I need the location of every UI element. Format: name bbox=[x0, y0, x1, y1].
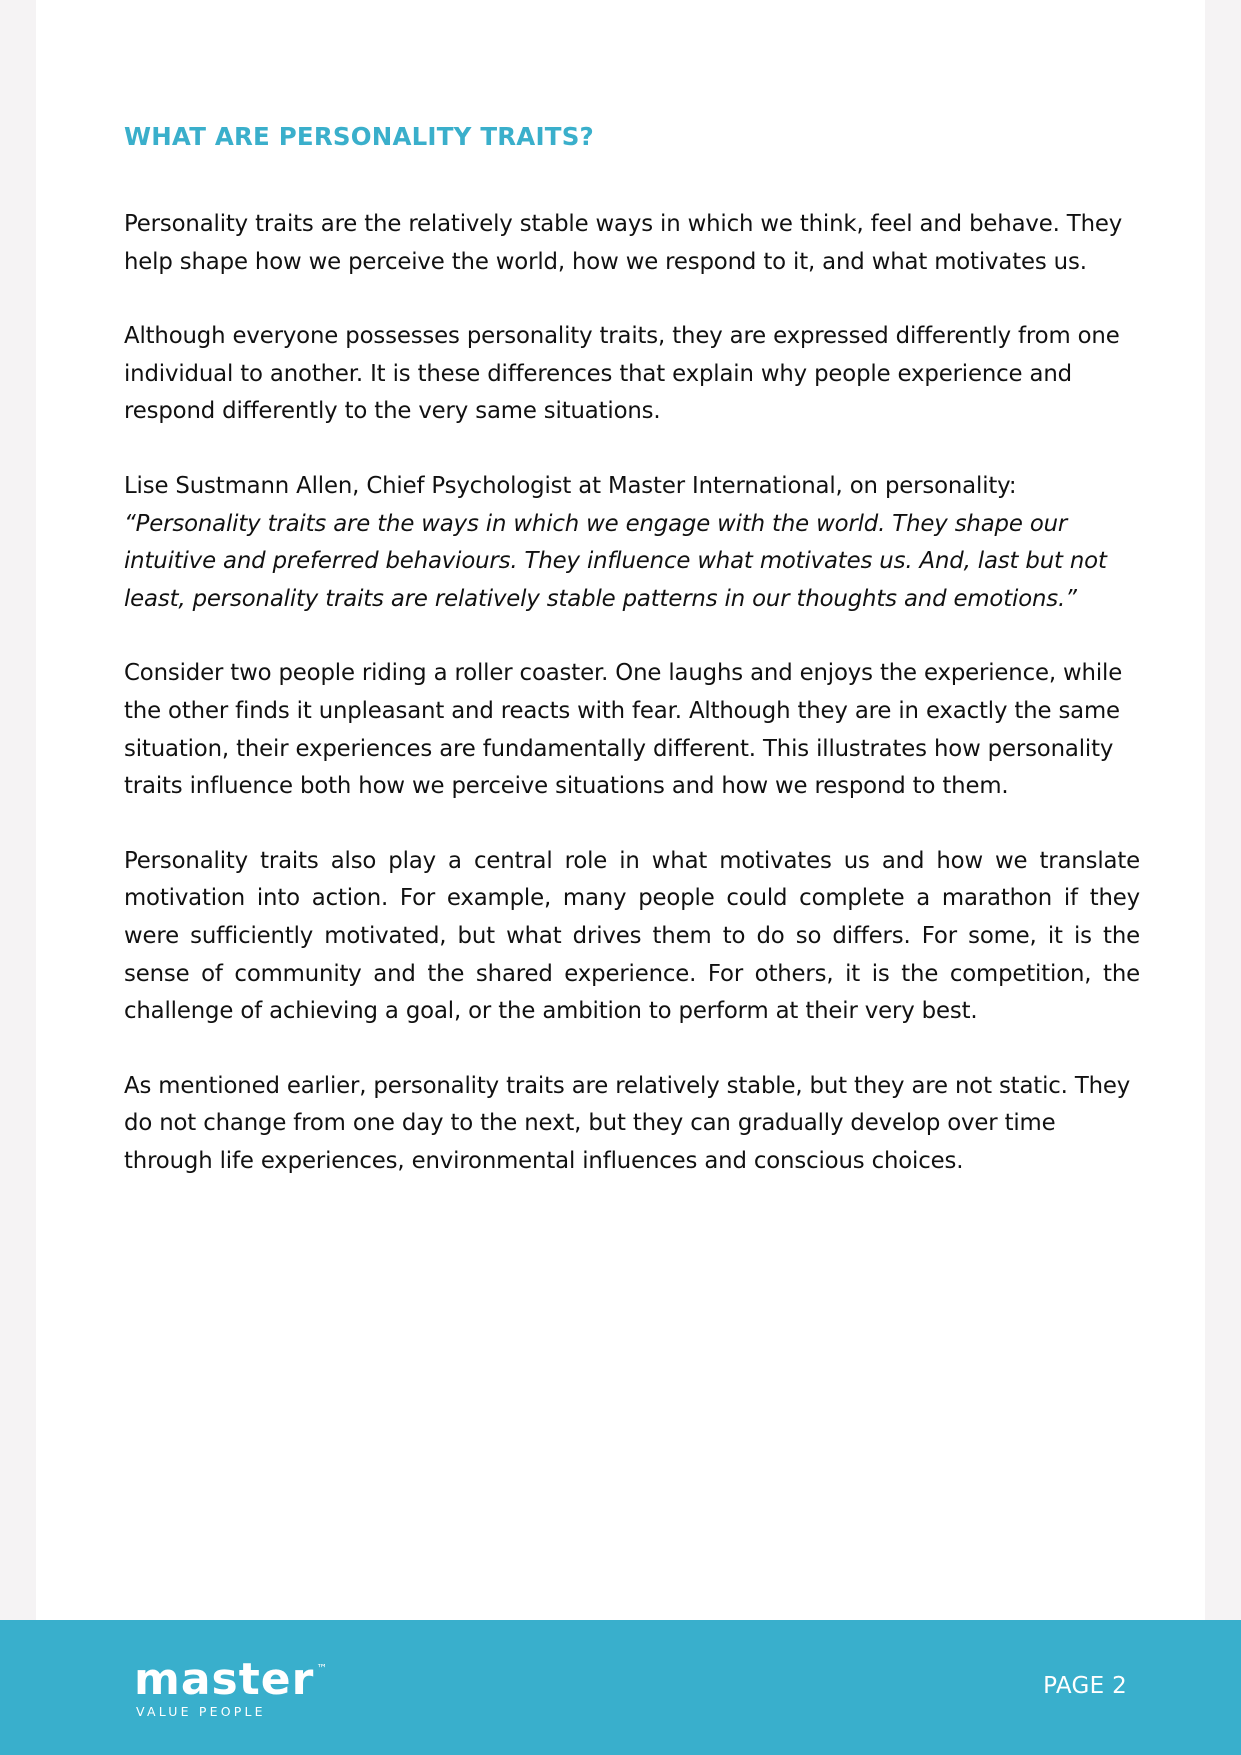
trademark-symbol: ™ bbox=[316, 1662, 328, 1675]
paragraph-definition: Personality traits are the relatively stable ways in which we think, feel and behave. They help shape how we perceive the world, how we respond to it, and what motivates us. bbox=[124, 211, 1123, 275]
paragraph-motivation: Personality traits also play a central role in what motivates us and how we translate motivation into action. For example, many people could complete a marathon if they were sufficiently motivated, but what drives them to do so differs. For some, it is the sense of community and the shared experience. For others, it is the competition, the challenge of achieving a goal, or the ambition to perform at their very best. bbox=[124, 847, 1140, 1025]
section-heading: WHAT ARE PERSONALITY TRAITS? bbox=[124, 122, 594, 151]
quote-text: “Personality traits are the ways in which we engage with the world. They shape our intuitive and preferred behaviours. They influence what motivates us. And, last but not least, personality traits are relatively stable patterns in our thoughts and emotions.” bbox=[124, 510, 1107, 612]
page-number: PAGE 2 bbox=[1043, 1673, 1127, 1699]
logo-wordmark: master bbox=[134, 1654, 315, 1705]
paragraph-stability: As mentioned earlier, personality traits are relatively stable, but they are not static. They do not change from one day to the next, but they can gradually develop over time through life experiences, environmental influences and conscious choices. bbox=[124, 1072, 1131, 1174]
paragraph-differences: Although everyone possesses personality traits, they are expressed differently from one individual to another. It is these differences that explain why people experience and respond differently to the very same situations. bbox=[124, 323, 1120, 425]
paragraph-roller-coaster: Consider two people riding a roller coaster. One laughs and enjoys the experience, while the other finds it unpleasant and reacts with fear. Although they are in exactly the same situation, their experiences are fundamentally different. This illustrates how personality traits influence both how we perceive situations and how we respond to them. bbox=[124, 660, 1123, 800]
page-footer bbox=[0, 1620, 1241, 1755]
quote-attribution: Lise Sustmann Allen, Chief Psychologist at Master International, on personality: bbox=[124, 472, 1017, 499]
page-content bbox=[124, 118, 1140, 1217]
document-page bbox=[36, 0, 1205, 1620]
quote-block bbox=[124, 468, 1140, 618]
master-logo bbox=[134, 1654, 328, 1719]
logo-tagline: VALUE PEOPLE bbox=[136, 1704, 266, 1719]
